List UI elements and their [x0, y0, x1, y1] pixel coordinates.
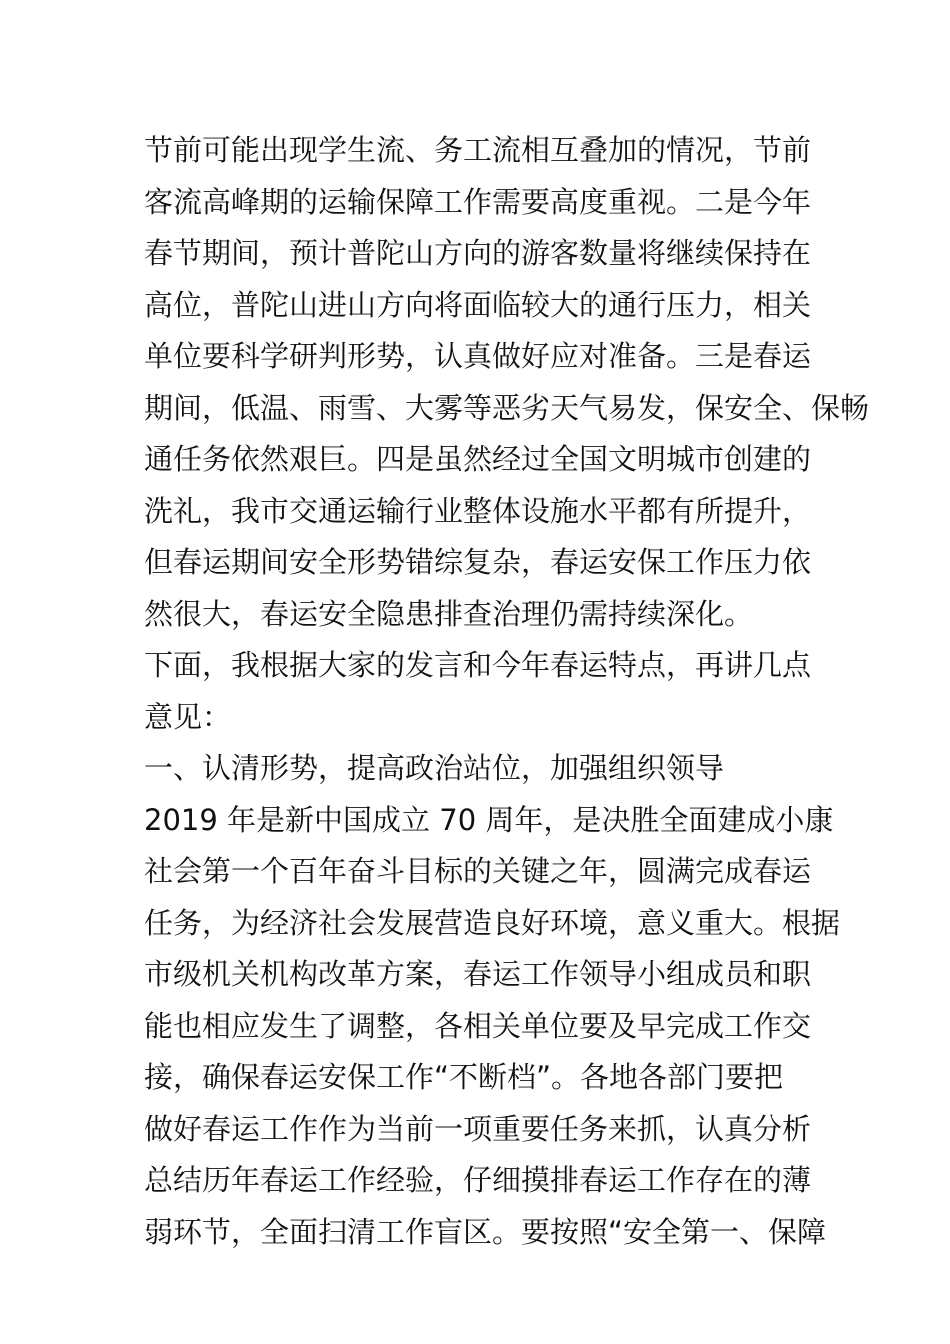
- text-line: 接，确保春运安保工作“不断档”。各地各部门要把: [144, 1060, 784, 1094]
- text-line: 2019 年是新中国成立 70 周年，是决胜全面建成小康: [144, 802, 834, 837]
- text-line: 总结历年春运工作经验，仔细摸排春运工作存在的薄: [144, 1163, 812, 1197]
- text-line: 洗礼，我市交通运输行业整体设施水平都有所提升，: [144, 493, 812, 528]
- text-line: 能也相应发生了调整，各相关单位要及早完成工作交: [144, 1008, 812, 1043]
- text-line: 弱环节，全面扫清工作盲区。要按照“安全第一、保障: [144, 1214, 827, 1249]
- text-line: 高位，普陀山进山方向将面临较大的通行压力，相关: [144, 287, 812, 322]
- text-line: 客流高峰期的运输保障工作需要高度重视。二是今年: [144, 184, 812, 219]
- text-line: 单位要科学研判形势，认真做好应对准备。三是春运: [144, 339, 812, 373]
- text-line: 但春运期间安全形势错综复杂，春运安保工作压力依: [144, 545, 812, 579]
- text-line: 然很大，春运安全隐患排查治理仍需持续深化。: [144, 596, 754, 631]
- text-line: 春节期间，预计普陀山方向的游客数量将继续保持在: [144, 236, 812, 270]
- text-line: 期间，低温、雨雪、大雾等恶劣天气易发，保安全、保畅: [144, 390, 870, 425]
- text-line: 市级机关机构改革方案，春运工作领导小组成员和职: [144, 957, 812, 991]
- text-line: 任务，为经济社会发展营造良好环境，意义重大。根据: [144, 905, 841, 940]
- body-text: [144, 125, 870, 1258]
- text-line: 下面，我根据大家的发言和今年春运特点，再讲几点: [144, 648, 812, 682]
- text-line: 做好春运工作作为当前一项重要任务来抓，认真分析: [144, 1111, 812, 1146]
- text-line: 意见：: [144, 699, 232, 734]
- text-line: 通任务依然艰巨。四是虽然经过全国文明城市创建的: [144, 442, 812, 476]
- text-line: 节前可能出现学生流、务工流相互叠加的情况，节前: [144, 133, 812, 167]
- section-heading: 一、认清形势，提高政治站位，加强组织领导: [144, 751, 725, 785]
- text-line: 社会第一个百年奋斗目标的关键之年，圆满完成春运: [144, 854, 812, 888]
